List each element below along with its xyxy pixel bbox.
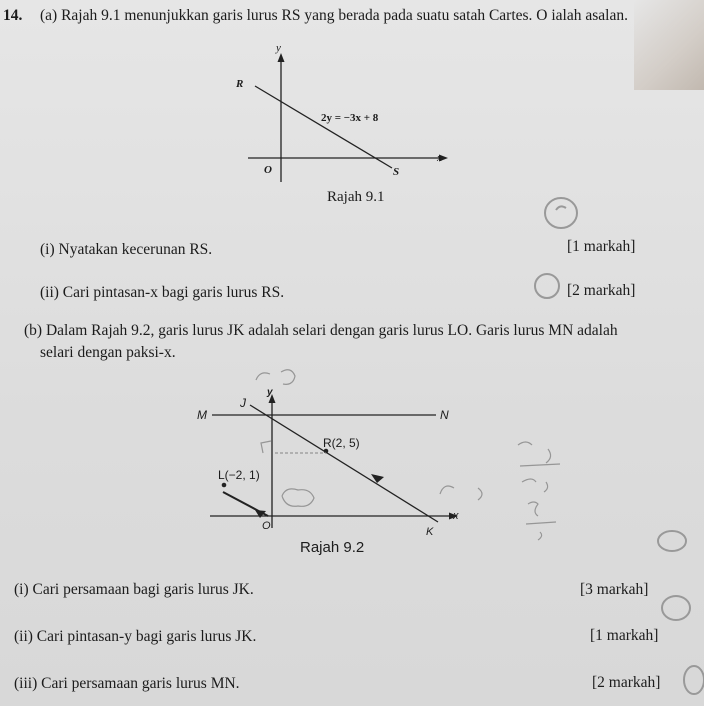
fig1-label-x: x — [437, 152, 442, 164]
fig2-label-n: N — [440, 408, 449, 422]
teacher-marks — [535, 198, 704, 694]
part-b-q1-marks: [3 markah] — [580, 581, 649, 598]
part-b-q1: (i) Cari persamaan bagi garis lurus JK. — [14, 581, 254, 598]
fig2-label-r: R(2, 5) — [323, 436, 360, 450]
fig2-label-j: J — [240, 396, 246, 410]
part-a-q1: (i) Nyatakan kecerunan RS. — [40, 241, 213, 258]
fig1-label-y: y — [276, 42, 281, 54]
fig2-label-x: x — [453, 510, 459, 522]
fig2-label-m: M — [197, 408, 207, 422]
part-b-q3-marks: [2 markah] — [592, 674, 661, 691]
part-b-q3: (iii) Cari persamaan garis lurus MN. — [14, 675, 240, 692]
pencil-annotations — [256, 370, 560, 540]
fig1-equation: 2y = −3x + 8 — [321, 112, 379, 124]
fig1-label-s: S — [393, 166, 400, 178]
part-b-q2: (ii) Cari pintasan-y bagi garis lurus JK. — [14, 628, 257, 645]
fig2-caption: Rajah 9.2 — [300, 539, 365, 556]
part-b-intro-line2: selari dengan paksi-x. — [40, 344, 176, 361]
fig2-line-jk — [250, 405, 438, 522]
fig1-caption: Rajah 9.1 — [327, 189, 385, 205]
fig1-label-r: R — [236, 78, 244, 90]
fig2-label-k: K — [426, 526, 434, 538]
part-a-q2-marks: [2 markah] — [567, 282, 636, 299]
question-number: 14. — [3, 7, 23, 24]
part-b-intro-line1: (b) Dalam Rajah 9.2, garis lurus JK adalah selari dengan garis lurus LO. Garis lurus MN adalah — [24, 322, 618, 339]
fig2-label-o: O — [262, 520, 271, 532]
part-b-q2-marks: [1 markah] — [590, 627, 659, 644]
fig2-point-l — [222, 483, 227, 488]
fig1-label-o: O — [264, 164, 272, 176]
part-a-intro: (a) Rajah 9.1 menunjukkan garis lurus RS yang berada pada suatu satah Cartes. O ialah asalan. — [40, 7, 628, 24]
fig2-label-l: L(−2, 1) — [218, 468, 260, 482]
part-a-q2: (ii) Cari pintasan-x bagi garis lurus RS. — [40, 284, 285, 301]
part-a-q1-marks: [1 markah] — [567, 238, 636, 255]
fig2-label-y: y — [267, 387, 273, 398]
